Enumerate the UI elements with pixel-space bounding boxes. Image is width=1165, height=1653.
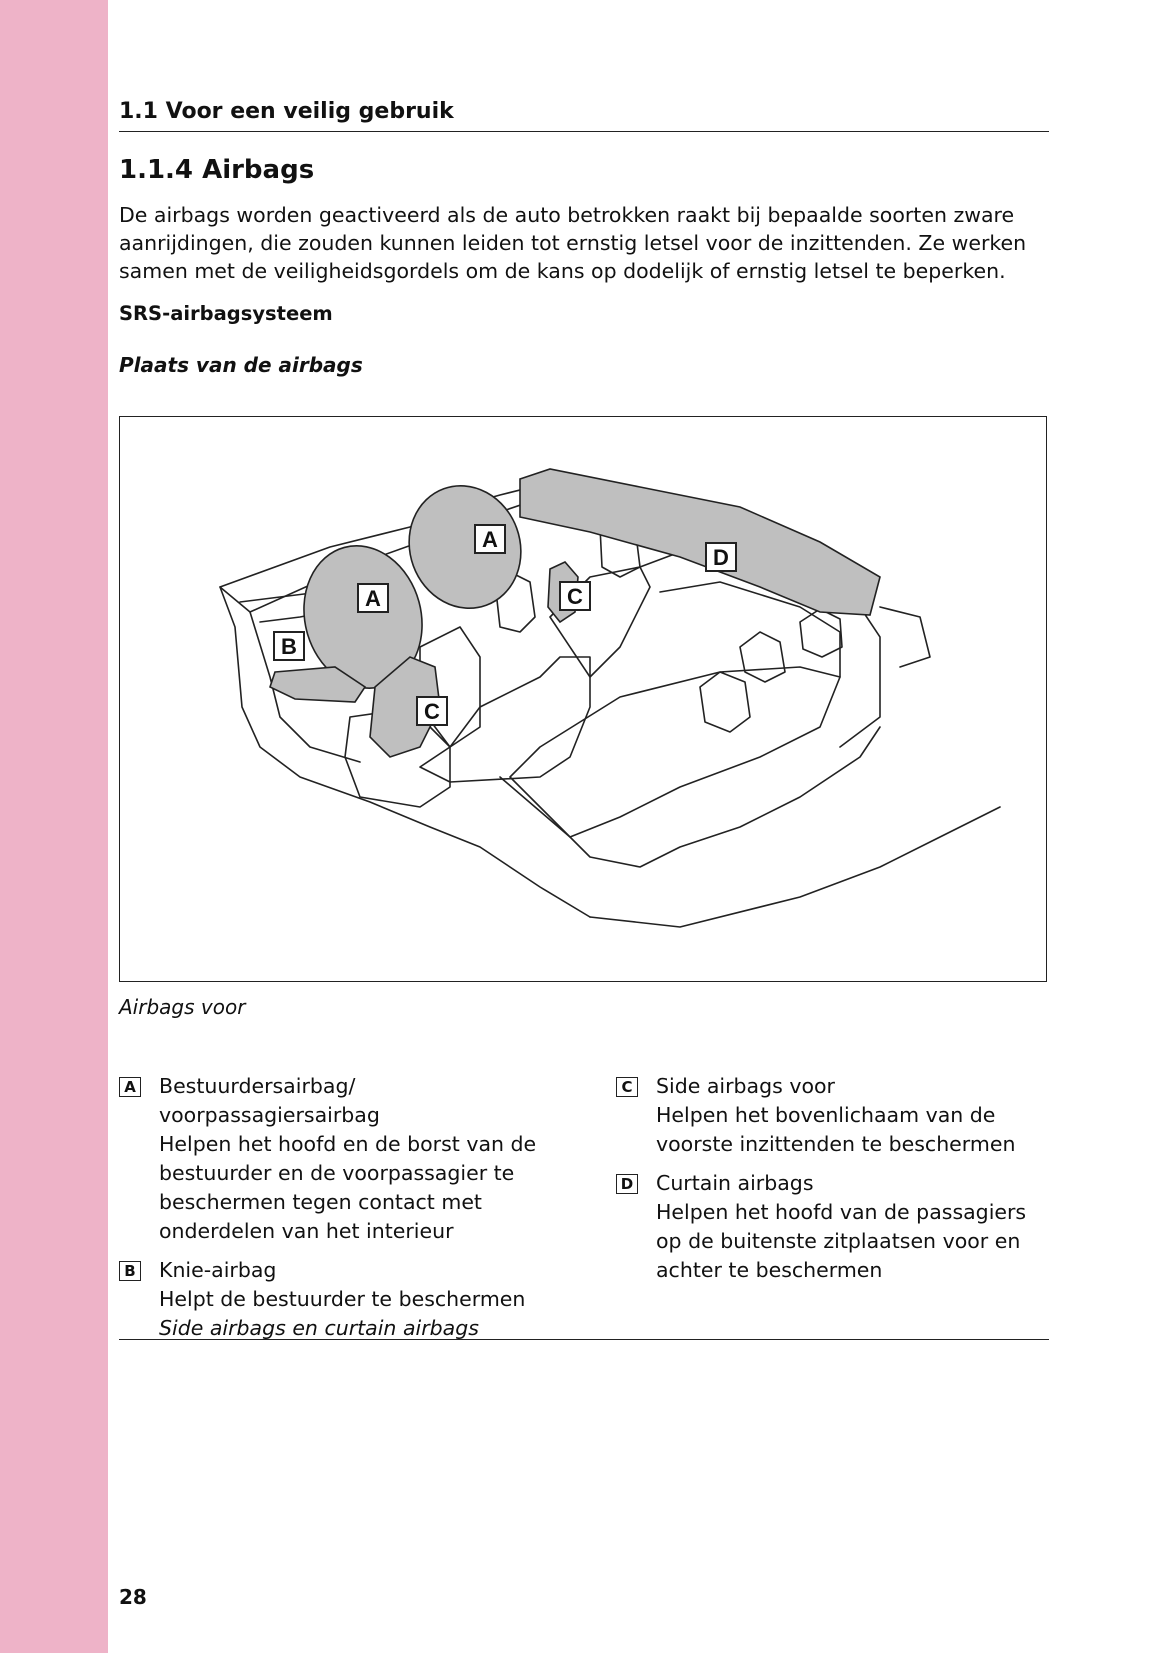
intro-line: samen met de veiligheidsgordels om de kans op dodelijk of ernstig letsel te beperken. — [119, 259, 1006, 283]
legend-entry-line: bestuurder en de voorpassagier te — [159, 1161, 515, 1185]
callout-a-driver — [358, 584, 388, 612]
legend-entry-d — [616, 1169, 1056, 1285]
callout-a-passenger — [475, 525, 505, 553]
callout-d-curtain — [706, 543, 736, 571]
legend-entry-line: Helpen het bovenlichaam van de — [656, 1103, 996, 1127]
legend-entry-a — [119, 1072, 569, 1246]
legend-tag: A — [119, 1077, 141, 1097]
rear-door-trim — [880, 607, 930, 667]
legend-entry-line: op de buitenste zitplaatsen voor en — [656, 1229, 1021, 1253]
subsection-title: 1.1.4 Airbags — [119, 155, 315, 185]
callout-c-passenger-side — [560, 582, 590, 610]
location-heading: Plaats van de airbags — [119, 353, 363, 377]
floor-right-outline — [590, 807, 1000, 927]
rear-headrest-center — [740, 632, 785, 682]
svg-text:D: D — [713, 545, 729, 570]
legend-entry-italic-line: Side airbags en curtain airbags — [159, 1316, 479, 1340]
intro-paragraph — [119, 201, 1054, 285]
legend-right-column — [616, 1072, 1056, 1295]
legend-entry-line: achter te beschermen — [656, 1258, 883, 1282]
page-number: 28 — [119, 1585, 147, 1609]
legend-entry-c — [616, 1072, 1056, 1159]
svg-text:A: A — [482, 527, 498, 552]
section-title: 1.1 Voor een veilig gebruik — [119, 98, 1049, 132]
svg-text:C: C — [567, 584, 583, 609]
legend-entry-line: voorste inzittenden te beschermen — [656, 1132, 1016, 1156]
intro-line: aanrijdingen, die zouden kunnen leiden tot ernstig letsel voor de inzittenden. Ze werken — [119, 231, 1027, 255]
svg-text:C: C — [424, 699, 440, 724]
legend-entry-title: Curtain airbags — [656, 1171, 814, 1195]
legend-entry-line: Helpen het hoofd en de borst van de — [159, 1132, 537, 1156]
car-interior-drawing — [120, 417, 1047, 982]
srs-heading: SRS-airbagsysteem — [119, 302, 333, 325]
legend-tag: C — [616, 1077, 638, 1097]
airbag-illustration — [119, 416, 1047, 982]
legend-entry-line: onderdelen van het interieur — [159, 1219, 454, 1243]
legend-tag: B — [119, 1261, 141, 1281]
legend-entry-line: voorpassagiersairbag — [159, 1103, 380, 1127]
legend-entry-title: Bestuurdersairbag/ — [159, 1074, 356, 1098]
callout-b-knee — [274, 632, 304, 660]
legend-left-column — [119, 1072, 569, 1353]
rear-headrest-left — [700, 672, 750, 732]
callout-c-driver-side — [417, 697, 447, 725]
rear-seat-back — [510, 667, 840, 837]
intro-line: De airbags worden geactiveerd als de auto betrokken raakt bij bepaalde soorten zware — [119, 203, 1015, 227]
legend-entry-b — [119, 1256, 569, 1343]
legend-entry-title: Knie-airbag — [159, 1258, 277, 1282]
legend-tag: D — [616, 1174, 638, 1194]
page-side-tab — [0, 0, 108, 1653]
svg-text:B: B — [281, 634, 297, 659]
legend-entry-line: Helpen het hoofd van de passagiers — [656, 1200, 1027, 1224]
legend-entry-line: beschermen tegen contact met — [159, 1190, 482, 1214]
legend-entry-line: Helpt de bestuurder te beschermen — [159, 1287, 526, 1311]
rear-headrest-right — [800, 609, 842, 657]
figure-caption: Airbags voor — [119, 995, 246, 1019]
section-divider — [119, 1339, 1049, 1340]
legend-entry-title: Side airbags voor — [656, 1074, 835, 1098]
svg-text:A: A — [365, 586, 381, 611]
rear-seat-cushion — [500, 727, 880, 867]
